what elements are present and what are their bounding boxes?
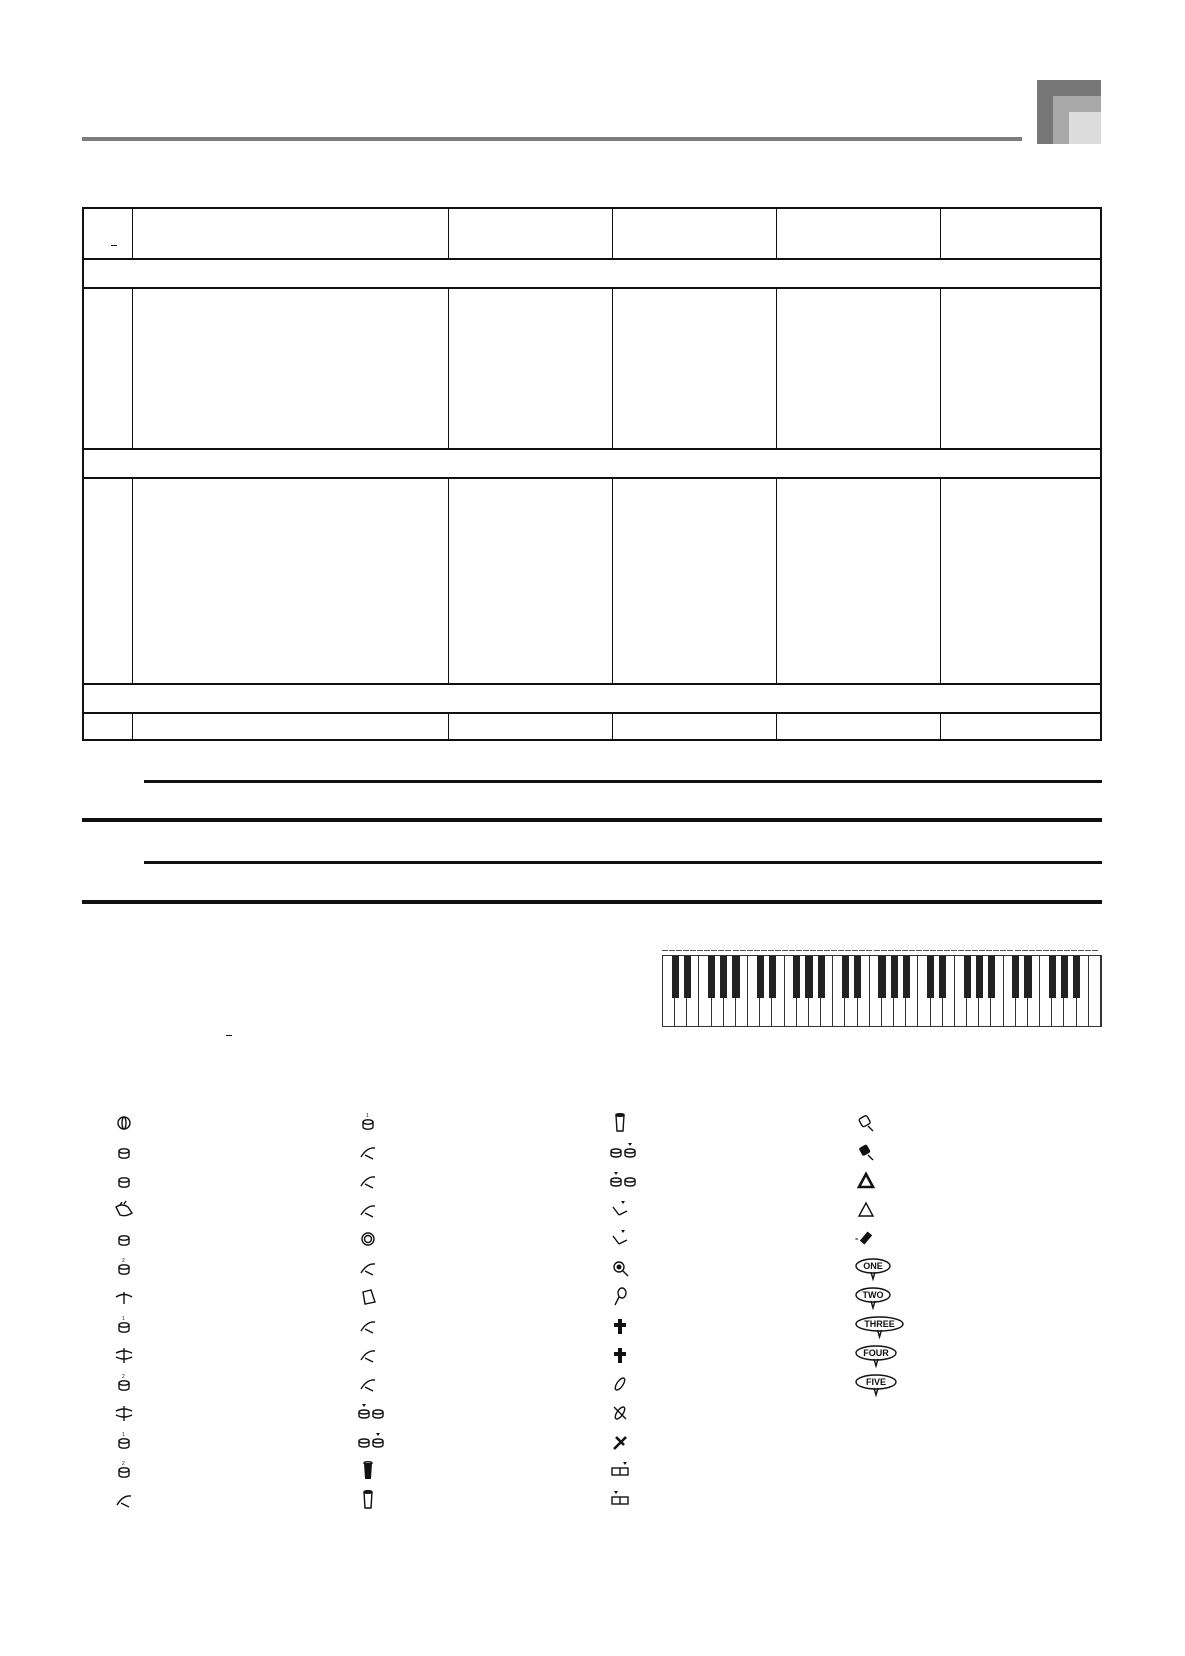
triangle-open-icon: [854, 1195, 894, 1224]
key-icon-mark: [761, 945, 767, 951]
black-key: [793, 956, 800, 998]
table-cell: [84, 289, 133, 448]
conga-open-icon: [356, 1485, 396, 1514]
key-icon-mark: [845, 945, 851, 951]
black-key: [1024, 956, 1031, 998]
bongo-high-icon: [356, 1398, 396, 1427]
cowbell-icon: [356, 1282, 396, 1311]
svg-text:2: 2: [122, 1374, 125, 1380]
wood-block-low-icon: [608, 1485, 648, 1514]
numbered-tom-2c-icon: [112, 1456, 152, 1485]
table-cell: [133, 714, 449, 739]
table-cell: [449, 479, 613, 683]
ride-cymbal-icon: [356, 1166, 396, 1195]
key-icon-mark: [916, 947, 922, 951]
key-icon-mark: [676, 945, 682, 951]
black-key: [976, 956, 983, 998]
claves-icon: [608, 1427, 648, 1456]
black-key: [732, 956, 739, 998]
maracas-icon: [608, 1282, 648, 1311]
crash-cymbal-icon: [112, 1485, 152, 1514]
count-two-icon: [854, 1282, 894, 1311]
table-header-cell: [941, 209, 1100, 258]
key-icon-mark: [747, 947, 753, 951]
agogo-high-icon: [608, 1195, 648, 1224]
key-icon-mark: [1043, 947, 1049, 951]
tom-drum-icon: [112, 1166, 152, 1195]
black-key: [757, 956, 764, 998]
key-icon-mark: [923, 946, 929, 951]
keyboard-dash: [226, 1035, 232, 1036]
wood-block-high-icon: [608, 1456, 648, 1485]
guiro-long-icon: [608, 1398, 648, 1427]
key-icon-mark: [888, 945, 894, 951]
key-icon-mark: [852, 947, 858, 951]
table-cell: [133, 479, 449, 683]
keyboard-icon-strip: [662, 941, 1102, 955]
black-key: [939, 956, 946, 998]
timbale-low-icon: [608, 1166, 648, 1195]
key-icon-mark: [662, 947, 668, 951]
timbale-high-icon: [608, 1137, 648, 1166]
triangle-mute-icon: [854, 1166, 894, 1195]
tone-table: [82, 207, 1102, 741]
table-cell: [941, 714, 1100, 739]
table-group-row: [84, 450, 1100, 479]
agogo-low-icon: [608, 1224, 648, 1253]
key-icon-mark: [1085, 947, 1091, 951]
header-dash: [111, 245, 117, 246]
key-icon-mark: [789, 947, 795, 951]
table-header-row: [84, 209, 1100, 260]
note-rule-full: [82, 818, 1102, 822]
corner-tab-inner: [1069, 112, 1101, 144]
note-rule-short: [144, 861, 1102, 864]
key-icon-mark: [1029, 946, 1035, 951]
header-rule: [82, 137, 1022, 141]
svg-text:THREE: THREE: [864, 1319, 895, 1329]
key-icon-mark: [817, 946, 823, 951]
black-key: [964, 956, 971, 998]
table-group-row: [84, 685, 1100, 714]
key-icon-mark: [972, 945, 978, 951]
bongo-low-icon: [356, 1427, 396, 1456]
tambourine-icon: [356, 1224, 396, 1253]
cuica-open-icon: [854, 1137, 894, 1166]
key-icon-mark: [754, 946, 760, 951]
table-cell: [133, 289, 449, 448]
hi-hat-open-icon: [112, 1398, 152, 1427]
key-icon-mark: [669, 946, 675, 951]
svg-text:=: =: [855, 1237, 859, 1243]
key-icon-mark: [775, 946, 781, 951]
hi-hat-pedal-icon: [112, 1340, 152, 1369]
svg-text:1: 1: [366, 1113, 369, 1119]
table-cell: [613, 289, 777, 448]
key-icon-mark: [965, 946, 971, 951]
black-key: [769, 956, 776, 998]
table-row: [84, 714, 1100, 739]
numbered-tom-1-icon: [112, 1311, 152, 1340]
conga-low-icon: [608, 1108, 648, 1137]
key-icon-mark: [1022, 947, 1028, 951]
svg-text:1: 1: [122, 1316, 125, 1322]
table-cell: [613, 479, 777, 683]
note-rule-full: [82, 900, 1102, 904]
key-icon-mark: [944, 946, 950, 951]
table-cell: [777, 479, 941, 683]
black-key: [988, 956, 995, 998]
black-key: [805, 956, 812, 998]
table-row: [84, 479, 1100, 685]
legend-column-3: [608, 1108, 648, 1514]
white-key: [1089, 956, 1101, 1026]
key-icon-mark: [881, 946, 887, 951]
svg-text:TWO: TWO: [862, 1290, 884, 1300]
black-key: [1061, 956, 1068, 998]
small-drum-icon: [112, 1224, 152, 1253]
black-key: [854, 956, 861, 998]
key-icon-mark: [683, 947, 689, 951]
key-icon-mark: [1007, 946, 1013, 951]
table-group-row: [84, 260, 1100, 289]
splash-cymbal-icon: [356, 1253, 396, 1282]
svg-text:FOUR: FOUR: [863, 1348, 889, 1358]
key-icon-mark: [1057, 945, 1063, 951]
svg-text:2: 2: [122, 1461, 125, 1467]
table-row: [84, 289, 1100, 450]
key-icon-mark: [768, 947, 774, 951]
cuica-mute-icon: [854, 1108, 894, 1137]
whistle-short-icon: [608, 1311, 648, 1340]
legend-column-2: [356, 1108, 396, 1514]
key-icon-mark: [803, 945, 809, 951]
key-icon-mark: [1015, 945, 1021, 951]
numbered-tom-1b-icon: [112, 1427, 152, 1456]
black-key: [708, 956, 715, 998]
snare-drum-icon: [112, 1137, 152, 1166]
note-rule-short: [144, 780, 1102, 783]
crash-cymbal-3-icon: [356, 1311, 396, 1340]
table-cell: [777, 289, 941, 448]
key-icon-mark: [874, 947, 880, 951]
black-key: [672, 956, 679, 998]
key-icon-mark: [866, 945, 872, 951]
keyboard-keys: [662, 955, 1102, 1027]
key-icon-mark: [979, 947, 985, 951]
key-icon-mark: [1000, 947, 1006, 951]
black-key: [842, 956, 849, 998]
key-icon-mark: [838, 946, 844, 951]
table-cell: [449, 289, 613, 448]
key-icon-mark: [909, 945, 915, 951]
table-header-cell: [133, 209, 449, 258]
key-icon-mark: [824, 945, 830, 951]
svg-text:FIVE: FIVE: [865, 1377, 887, 1387]
key-icon-mark: [1092, 946, 1098, 951]
numbered-tom-1c-icon: [356, 1108, 396, 1137]
key-icon-mark: [718, 945, 724, 951]
table-cell: [613, 714, 777, 739]
key-icon-mark: [859, 946, 865, 951]
key-icon-mark: [958, 947, 964, 951]
key-icon-mark: [951, 945, 957, 951]
svg-text:1: 1: [122, 1432, 125, 1438]
key-icon-mark: [725, 947, 731, 951]
black-key: [684, 956, 691, 998]
table-cell: [84, 714, 133, 739]
shaker-icon: [854, 1224, 894, 1253]
table-cell: [449, 714, 613, 739]
guiro-short-icon: [608, 1369, 648, 1398]
key-icon-mark: [937, 947, 943, 951]
hand-clap-icon: [112, 1195, 152, 1224]
key-icon-mark: [930, 945, 936, 951]
table-header-cell: [613, 209, 777, 258]
cabasa-icon: [608, 1253, 648, 1282]
black-key: [927, 956, 934, 998]
crash-cymbal-2-icon: [356, 1137, 396, 1166]
key-icon-mark: [704, 947, 710, 951]
key-icon-mark: [810, 947, 816, 951]
key-icon-mark: [782, 945, 788, 951]
key-icon-mark: [733, 946, 739, 951]
count-five-icon: [854, 1369, 894, 1398]
table-header-cell: [449, 209, 613, 258]
key-icon-mark: [902, 946, 908, 951]
svg-text:ONE: ONE: [863, 1261, 883, 1271]
key-icon-mark: [697, 945, 703, 951]
table-header-cell: [84, 209, 133, 258]
key-icon-mark: [986, 946, 992, 951]
black-key: [878, 956, 885, 998]
count-four-icon: [854, 1340, 894, 1369]
count-three-icon: [854, 1311, 894, 1340]
key-icon-mark: [740, 945, 746, 951]
table-cell: [941, 289, 1100, 448]
conga-mute-icon: [356, 1456, 396, 1485]
key-icon-mark: [831, 947, 837, 951]
vibraslap-icon: [356, 1340, 396, 1369]
hi-hat-closed-icon: [112, 1282, 152, 1311]
key-icon-mark: [1078, 945, 1084, 951]
numbered-tom-2-icon: [112, 1253, 152, 1282]
legend-column-1: [112, 1108, 152, 1514]
black-key: [1049, 956, 1056, 998]
bass-drum-icon: [112, 1108, 152, 1137]
ride-cymbal-2-icon: [356, 1369, 396, 1398]
corner-tab: [1037, 80, 1101, 144]
table-cell: [84, 479, 133, 683]
key-icon-mark: [690, 946, 696, 951]
count-one-icon: [854, 1253, 894, 1282]
black-key: [818, 956, 825, 998]
black-key: [1012, 956, 1019, 998]
black-key: [891, 956, 898, 998]
key-icon-mark: [1064, 947, 1070, 951]
ride-bell-icon: [356, 1195, 396, 1224]
key-icon-mark: [1036, 945, 1042, 951]
black-key: [903, 956, 910, 998]
legend-column-4: [854, 1108, 894, 1398]
black-key: [720, 956, 727, 998]
table-cell: [941, 479, 1100, 683]
key-icon-mark: [796, 946, 802, 951]
key-icon-mark: [711, 946, 717, 951]
key-icon-mark: [1050, 946, 1056, 951]
key-icon-mark: [895, 947, 901, 951]
table-cell: [777, 714, 941, 739]
numbered-tom-2b-icon: [112, 1369, 152, 1398]
keyboard-diagram: [662, 941, 1102, 1027]
table-header-cell: [777, 209, 941, 258]
key-icon-mark: [1071, 946, 1077, 951]
black-key: [1073, 956, 1080, 998]
whistle-long-icon: [608, 1340, 648, 1369]
key-icon-mark: [993, 945, 999, 951]
svg-text:2: 2: [122, 1258, 125, 1264]
